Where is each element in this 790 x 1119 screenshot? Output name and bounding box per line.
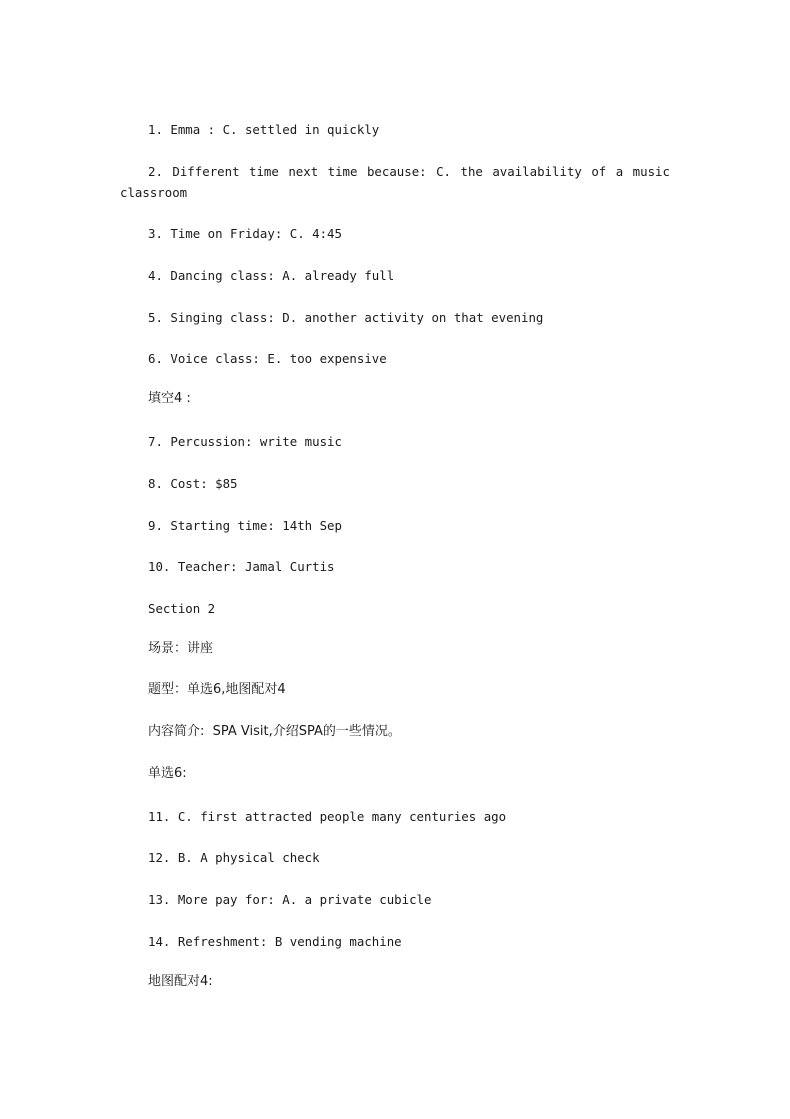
answer-line-3: 3. Time on Friday: C. 4:45 <box>148 226 342 241</box>
answer-line-12: 12. B. A physical check <box>148 850 320 865</box>
word: a <box>615 164 624 179</box>
word: music <box>632 164 670 179</box>
answer-line-4: 4. Dancing class: A. already full <box>148 268 395 283</box>
fill-blank-heading: 填空4 : <box>148 391 191 406</box>
answer-line-2 <box>148 164 670 180</box>
word: C. <box>436 164 452 179</box>
answer-line-14: 14. Refreshment: B vending machine <box>148 934 402 949</box>
word: next <box>288 164 319 179</box>
word: 2. <box>148 164 163 179</box>
word: time <box>327 164 358 179</box>
scene-line: 场景：讲座 <box>148 641 214 656</box>
answer-line-7: 7. Percussion: write music <box>148 434 342 449</box>
word: availability <box>492 164 582 179</box>
answer-line-8: 8. Cost: $85 <box>148 476 238 491</box>
question-type-line: 题型：单选6,地图配对4 <box>148 682 286 697</box>
map-matching-heading: 地图配对4: <box>148 974 213 989</box>
answer-line-1: 1. Emma : C. settled in quickly <box>148 122 380 137</box>
word: of <box>591 164 607 179</box>
answer-line-6: 6. Voice class: E. too expensive <box>148 351 387 366</box>
content-intro-line: 内容简介: SPA Visit,介绍SPA的一些情况。 <box>148 724 401 739</box>
word: the <box>460 164 483 179</box>
answer-line-9: 9. Starting time: 14th Sep <box>148 518 342 533</box>
word: time <box>249 164 279 179</box>
section-heading: Section 2 <box>148 601 216 616</box>
word: Different <box>172 164 240 179</box>
answer-line-11: 11. C. first attracted people many centuries ago <box>148 809 507 824</box>
answer-line-13: 13. More pay for: A. a private cubicle <box>148 892 432 907</box>
answer-line-2-continuation: classroom <box>120 185 188 200</box>
single-choice-heading: 单选6: <box>148 766 187 781</box>
answer-line-5: 5. Singing class: D. another activity on that evening <box>148 310 544 325</box>
word: because: <box>366 164 427 179</box>
answer-line-10: 10. Teacher: Jamal Curtis <box>148 559 335 574</box>
